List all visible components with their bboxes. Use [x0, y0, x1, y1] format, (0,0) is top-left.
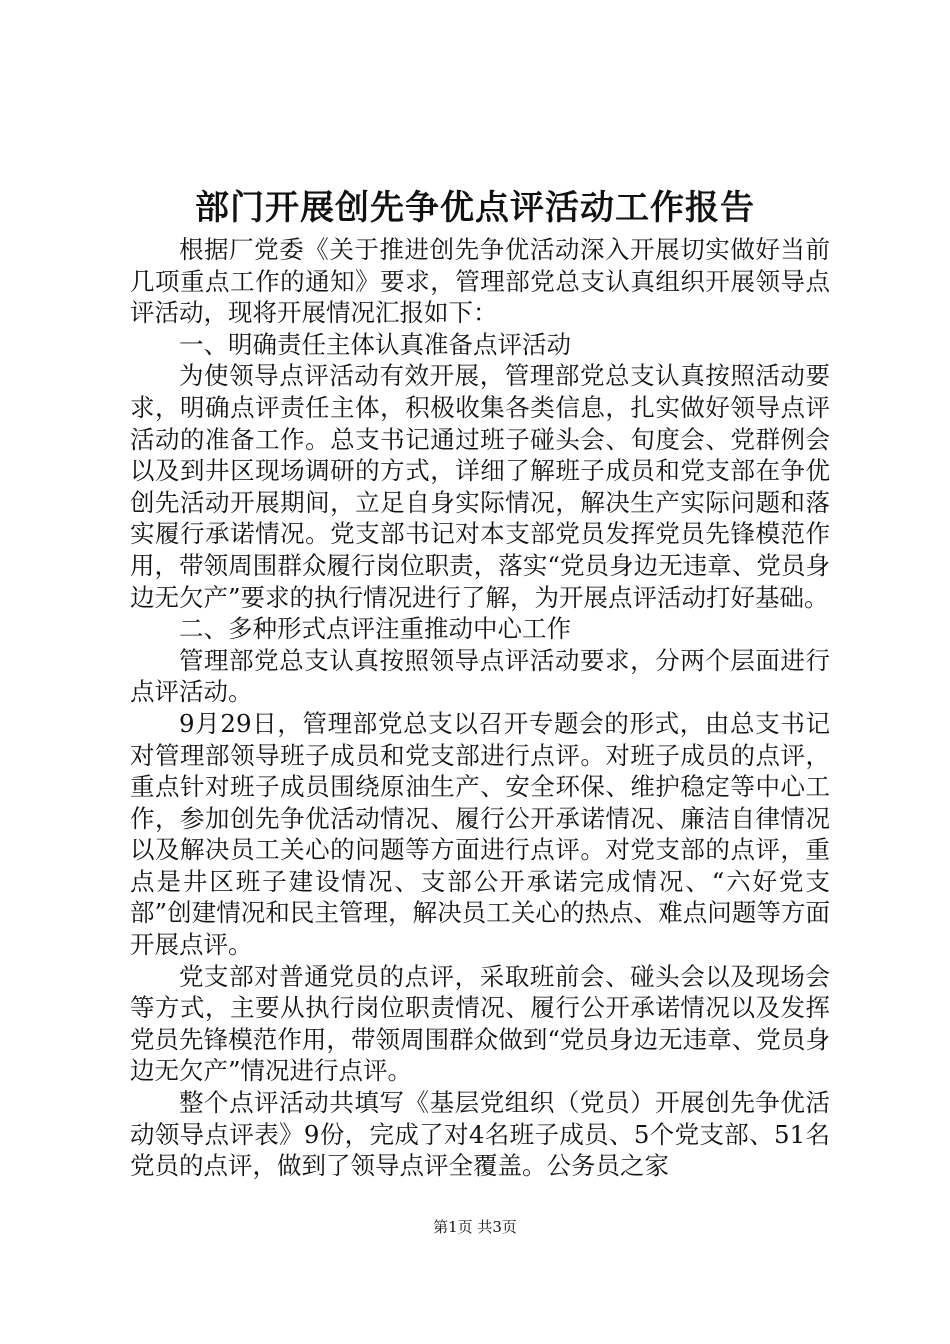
section-2-paragraph-2: 9月29日，管理部党总支以召开专题会的形式，由总支书记对管理部领导班子成员和党支部进行点评。对班子成员的点评，重点针对班子成员围绕原油生产、安全环保、维护稳定等中心工作，参加创先争优活动情况、履行公开承诺情况、廉洁自律情况以及解决员工关心的问题等方面进行点评。对党支部的点评，重点是井区班子建设情况、支部公开承诺完成情况、“六好党支部”创建情况和民主管理，解决员工关心的热点、难点问题等方面开展点评。 — [130, 708, 830, 960]
section-2-paragraph-1: 管理部党总支认真按照领导点评活动要求，分两个层面进行点评活动。 — [130, 645, 830, 707]
section-2-paragraph-4: 整个点评活动共填写《基层党组织（党员）开展创先争优活动领导点评表》9份，完成了对4名班子成员、5个党支部、51名党员的点评，做到了领导点评全覆盖。公务员之家 — [130, 1088, 830, 1181]
section-heading-2: 二、多种形式点评注重推动中心工作 — [179, 614, 571, 644]
page-footer: 第1页 共3页 — [433, 1218, 517, 1236]
document-body — [130, 234, 830, 1182]
section-1-paragraph: 为使领导点评活动有效开展，管理部党总支认真按照活动要求，明确点评责任主体，积极收集各类信息，扎实做好领导点评活动的准备工作。总支书记通过班子碰头会、旬度会、党群例会以及到井区现场调研的方式，详细了解班子成员和党支部在争优创先活动开展期间，立足自身实际情况，解决生产实际问题和落实履行承诺情况。党支部书记对本支部党员发挥党员先锋模范作用，带领周围群众履行岗位职责，落实“党员身边无违章、党员身边无欠产”要求的执行情况进行了解，为开展点评活动打好基础。 — [130, 361, 830, 612]
section-2-paragraph-3: 党支部对普通党员的点评，采取班前会、碰头会以及现场会等方式，主要从执行岗位职责情况、履行公开承诺情况以及发挥党员先锋模范作用，带领周围群众做到“党员身边无违章、党员身边无欠产”情况进行点评。 — [130, 961, 830, 1086]
section-heading-1: 一、明确责任主体认真准备点评活动 — [179, 329, 571, 359]
document-title: 部门开展创先争优点评活动工作报告 — [195, 188, 755, 228]
intro-paragraph: 根据厂党委《关于推进创先争优活动深入开展切实做好当前几项重点工作的通知》要求，管理部党总支认真组织开展领导点评活动，现将开展情况汇报如下： — [130, 235, 830, 328]
